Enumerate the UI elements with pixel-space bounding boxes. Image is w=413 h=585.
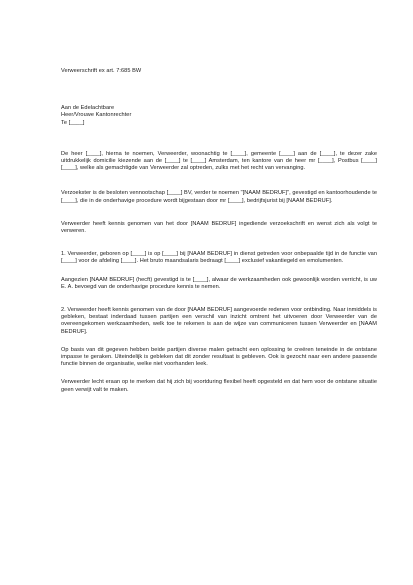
- paragraph-point-2: 2. Verweerder heeft kennis genomen van de door [NAAM BEDRUF] aangevoerde redenen voor ontbinding. Naar inmiddels is gebleken, bestaat inderdaad tussen partijen een verschil van inzicht omtrent het uitvoeren door Verweerder van de overeengekomen werkzaamheden, welk toe te rekenen is aan de wijze van communiceren tussen Verweerder en [NAAM BEDRUF].: [61, 307, 377, 335]
- addressee-line: Aan de Edelachtbare: [61, 105, 115, 112]
- paragraph-jurisdiction: Aangezien [NAAM BEDRUF] (hecft) gevestigd is te [____], alwaar de werkzaamheden ook gewoonlijk worden verricht, is uw E. A. bevoegd van de onderhavige procedure kennis te nemen.: [61, 276, 377, 290]
- paragraph-intro-verweer: Verweerder heeft kennis genomen van het door [NAAM BEDRUF] ingediende verzoekschrift en wenst zich als volgt te verweren.: [61, 220, 377, 235]
- paragraph-point-1: 1. Verweerder, geboren op [____] is op [____] bij [NAAM BEDRUF] in dienst getreden voor onbepaalde tijd in de functie van [____] voor de afdeling [____]. Het bruto maandsalaris bedraagt [____] exclusief vakantiegeld en emolumenten.: [61, 251, 377, 265]
- paragraph-flexibility: Verweerder lecht eraan op te merken dat hij zich bij voortduring flexibel heeft opgesteld en dat hem voor de ontstane situatie geen verwijt valt te maken.: [61, 379, 377, 393]
- paragraph-attempts: Op basis van dit gegeven hebben beide partijen diverse malen getracht een oplossing te creëren teneinde in de ontstane impasse te geraken. Uiteindelijk is gebleken dat dit zonder resultaat is gebleven. Ook is gezocht naar een andere passende functie binnen de organisatie, welke niet voorhanden leek.: [61, 346, 377, 368]
- addressee-line: Heer/Vrouwe Kantonrechter: [61, 112, 132, 119]
- document-heading: Verweerschrift ex art. 7:685 BW: [61, 68, 142, 74]
- paragraph-verzoekster: Verzoekster is de besloten vennootschap [____] BV, verder te noemen "[NAAM BEDRUF]", gevestigd en kantoorhoudende te [____], die in de onderhavige procedure wordt bijgestaan door mr [____], bedrijfsjurist bij [NAAM BEDRUF].: [61, 190, 377, 204]
- addressee-block: [61, 105, 377, 127]
- paragraph-verweerder-identity: De heer [____], hierna te noemen, Verweerder, woonachtig te [____], gemeente [____] aan de [____], te dezer zake uitdrukkelijk domicilie kiezende aan de [____] te [____] Amsterdam, ten kantore van de heer mr [____], Postbus [____] [____], welke als gemachtigde van Verweerder zal optreden, zulks met het recht van vervanging.: [61, 150, 377, 172]
- addressee-line: Te [____]: [61, 119, 85, 126]
